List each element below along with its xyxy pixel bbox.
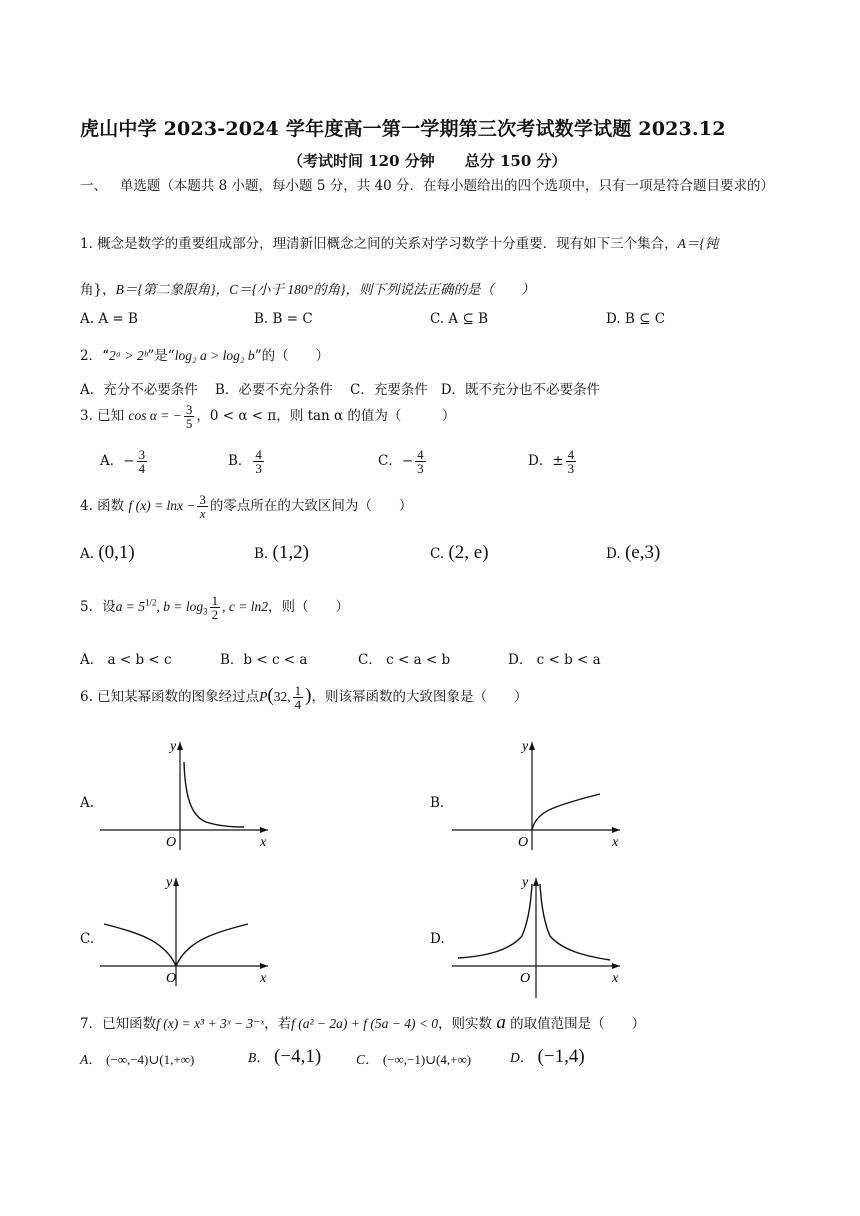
set-c: C＝{小于 180°的角}，则下列说法正确的是（ ） — [229, 282, 535, 297]
q5-option-c[interactable]: C． c < a < b — [358, 652, 451, 668]
origin-label: O — [520, 971, 531, 986]
q6-den: 4 — [294, 697, 302, 712]
q3-d-label: D． — [528, 453, 553, 469]
q5-option-b[interactable]: B．b < c < a — [220, 652, 308, 668]
y-axis-arrow — [177, 742, 183, 750]
q3-d-num: 4 — [567, 447, 575, 462]
q5-pre: 5．设 — [80, 599, 116, 615]
q1-option-b[interactable]: B. B = C — [254, 311, 313, 327]
q3-d-frac — [566, 448, 577, 475]
q4-d-label: D. — [606, 546, 621, 562]
q4-num: 3 — [199, 492, 206, 507]
set-a-end: 角}， — [80, 282, 116, 298]
question-1-line-2 — [80, 278, 534, 298]
q7-post-1: ，则实数 — [438, 1016, 493, 1032]
q7-variable: a — [496, 1012, 506, 1033]
q2-option-a[interactable]: A．充分不必要条件 — [80, 382, 198, 398]
q3-b-den: 3 — [255, 461, 262, 476]
curve — [184, 762, 244, 827]
exam-info: （考试时间 120 分钟 总分 150 分） — [288, 152, 567, 170]
q2-condition-1: 2ᵃ > 2ᵇ — [109, 348, 148, 363]
x-axis-arrow — [260, 827, 268, 833]
q7-option-c[interactable] — [356, 1048, 471, 1068]
q4-option-a[interactable] — [80, 542, 135, 564]
q6-post: ，则该幂函数的大致图象是（ ） — [311, 689, 528, 705]
q2-mid: ”是“ — [147, 348, 175, 364]
curve-left — [458, 884, 532, 958]
q5-option-a[interactable]: A． a < b < c — [80, 652, 172, 668]
curve-left — [104, 924, 176, 966]
q3-option-b[interactable] — [228, 448, 266, 475]
q3-b-frac — [253, 448, 264, 475]
q4-c-value: (2, e) — [448, 542, 489, 563]
q5-den: 2 — [211, 607, 219, 622]
q4-den: x — [199, 506, 206, 521]
q3-c-frac — [415, 448, 426, 475]
q4-a-value: (0,1) — [98, 542, 135, 563]
q5-b-base: 3 — [203, 606, 208, 617]
q6-point: P — [259, 689, 268, 704]
q3-c-sign: − — [401, 453, 414, 469]
q6-pre: 6. 已知某幂函数的图象经过点 — [80, 689, 260, 705]
q7-c-value: (−∞,−1)∪(4,+∞) — [382, 1052, 472, 1067]
y-label: y — [522, 739, 529, 754]
q6-option-d-label[interactable]: D. — [430, 931, 445, 947]
q3-a-den: 4 — [138, 461, 146, 476]
q3-c-den: 3 — [417, 461, 424, 476]
q7-option-d[interactable] — [510, 1046, 585, 1068]
q2-option-c[interactable]: C．充要条件 — [350, 382, 428, 398]
q1-option-c[interactable]: C. A ⊆ B — [430, 311, 488, 327]
question-6 — [80, 684, 527, 711]
curve — [532, 794, 600, 830]
q6-graph-c[interactable] — [96, 872, 286, 990]
q4-option-b[interactable] — [254, 542, 309, 564]
q6-point-x: 32, — [273, 689, 291, 704]
q2-option-d[interactable]: D．既不充分也不必要条件 — [440, 382, 601, 398]
q5-a: a = 5 — [115, 599, 145, 614]
question-1-line-1 — [80, 232, 718, 252]
q7-option-a[interactable] — [80, 1048, 194, 1068]
q2-options — [80, 378, 600, 398]
q4-b-label: B. — [254, 546, 269, 562]
y-label: y — [170, 739, 177, 754]
q3-option-a[interactable] — [100, 448, 149, 475]
q6-fraction — [293, 684, 304, 711]
y-axis-arrow — [533, 878, 539, 886]
q3-b-num: 4 — [255, 447, 262, 462]
q7-option-b[interactable] — [248, 1046, 321, 1068]
q5-fraction — [210, 594, 221, 621]
q6-graph-d[interactable] — [448, 872, 638, 1002]
question-2 — [80, 344, 329, 364]
q4-a-label: A. — [80, 546, 95, 562]
q6-option-b-label[interactable]: B. — [430, 795, 445, 811]
y-axis-arrow — [529, 742, 535, 750]
x-axis-arrow — [612, 827, 620, 833]
x-label: x — [260, 835, 267, 850]
question-1-text: 1. 概念是数学的重要组成部分，理清新旧概念之间的关系对学习数学十分重要．现有如下三个集合， — [80, 236, 678, 252]
q3-c-label: C． — [378, 453, 402, 469]
section-heading — [80, 176, 780, 197]
q4-pre: 4. 函数 — [80, 498, 125, 514]
q4-option-d[interactable] — [606, 542, 660, 564]
q5-a-exponent: 1/2 — [144, 597, 157, 608]
question-7 — [80, 1012, 645, 1034]
q3-option-c[interactable] — [378, 448, 428, 475]
x-axis-arrow — [260, 963, 268, 969]
q5-num: 1 — [211, 593, 219, 608]
q4-function: f (x) = lnx − — [128, 498, 196, 513]
q3-den: 5 — [185, 416, 193, 431]
q7-c-label: C． — [356, 1052, 379, 1067]
q2-post: ”的（ ） — [254, 348, 330, 364]
q3-b-label: B． — [228, 453, 252, 469]
x-label: x — [260, 971, 267, 986]
q4-c-label: C. — [430, 546, 445, 562]
q3-d-sign: ± — [552, 453, 564, 469]
q2-option-b[interactable]: B．必要不充分条件 — [214, 382, 333, 398]
q3-post: ，0 < α < π，则 tan α 的值为（ ） — [196, 408, 456, 424]
q4-option-c[interactable] — [430, 542, 489, 564]
q4-post: 的零点所在的大致区间为（ ） — [209, 498, 413, 514]
set-a: A＝{钝 — [677, 236, 719, 251]
section-label: 一、 — [80, 178, 107, 194]
q3-a-label: A． — [100, 453, 124, 469]
q3-d-den: 3 — [567, 461, 575, 476]
section-text: 单选题（本题共 8 小题，每小题 5 分，共 40 分．在每小题给出的四个选项中，只有一项是符合题目要求的） — [119, 178, 774, 194]
x-axis-arrow — [612, 963, 620, 969]
origin-label: O — [166, 835, 177, 850]
q7-a-label: A． — [80, 1052, 102, 1067]
q7-inequality: f (a² − 2a) + f (5a − 4) < 0 — [291, 1016, 439, 1031]
y-label: y — [522, 875, 529, 890]
curve-right — [540, 884, 610, 960]
page-title: 虎山中学 2023-2024 学年度高一第一学期第三次考试数学试题 2023.12 — [80, 118, 726, 140]
q3-num: 3 — [185, 402, 193, 417]
q7-b-value: (−4,1) — [274, 1046, 322, 1067]
q5-option-d[interactable]: D． c < b < a — [508, 652, 601, 668]
x-label: x — [612, 835, 619, 850]
origin-label: O — [518, 835, 529, 850]
question-5 — [80, 594, 349, 621]
q2-condition-2: log₂ a > log₂ b — [174, 348, 255, 363]
q4-d-value: (e,3) — [624, 542, 661, 563]
q6-graph-b[interactable] — [448, 736, 638, 854]
q6-option-c-label[interactable]: C. — [80, 931, 95, 947]
y-axis-arrow — [173, 878, 179, 886]
q5-b: , b = log — [156, 599, 204, 614]
q7-a-value: (−∞,−4)∪(1,+∞) — [106, 1052, 195, 1067]
q6-paren-close: ) — [305, 685, 312, 706]
q3-option-d[interactable] — [528, 448, 578, 475]
q6-graph-a[interactable] — [96, 736, 286, 854]
x-label: x — [612, 971, 619, 986]
question-4 — [80, 493, 412, 520]
q3-a-num: 3 — [138, 447, 146, 462]
q5-post: ，则（ ） — [267, 599, 349, 615]
set-b: B＝{第二象限角}， — [115, 282, 230, 297]
q7-b-label: B． — [248, 1050, 270, 1065]
q3-pre: 3. 已知 — [80, 408, 125, 424]
q3-fraction — [184, 403, 195, 430]
origin-label: O — [166, 971, 177, 986]
q7-mid: ，若 — [264, 1016, 292, 1032]
q7-pre: 7．已知函数 — [80, 1016, 157, 1032]
q6-paren-open: ( — [267, 685, 274, 706]
q3-a-sign: − — [123, 453, 135, 469]
q7-d-label: D． — [510, 1050, 534, 1065]
q1-option-d[interactable]: D. B ⊆ C — [606, 311, 666, 327]
question-3 — [80, 403, 455, 430]
curve-right — [176, 924, 248, 966]
y-label: y — [166, 875, 173, 890]
q4-b-value: (1,2) — [272, 542, 309, 563]
q4-fraction — [197, 493, 208, 520]
q7-d-value: (−1,4) — [537, 1046, 585, 1067]
q5-c: , c = ln2 — [222, 599, 268, 614]
q3-cos: cos α = − — [128, 408, 182, 423]
q7-function: f (x) = x³ + 3ˣ − 3⁻ˣ — [156, 1016, 265, 1031]
q3-a-frac — [137, 448, 148, 475]
q6-option-a-label[interactable]: A. — [80, 795, 95, 811]
q3-c-num: 4 — [417, 447, 424, 462]
q7-post-2: 的取值范围是（ ） — [510, 1016, 646, 1032]
q2-pre: 2．“ — [80, 348, 109, 364]
q6-num: 1 — [294, 683, 302, 698]
q1-option-a[interactable]: A. A = B — [80, 311, 138, 327]
